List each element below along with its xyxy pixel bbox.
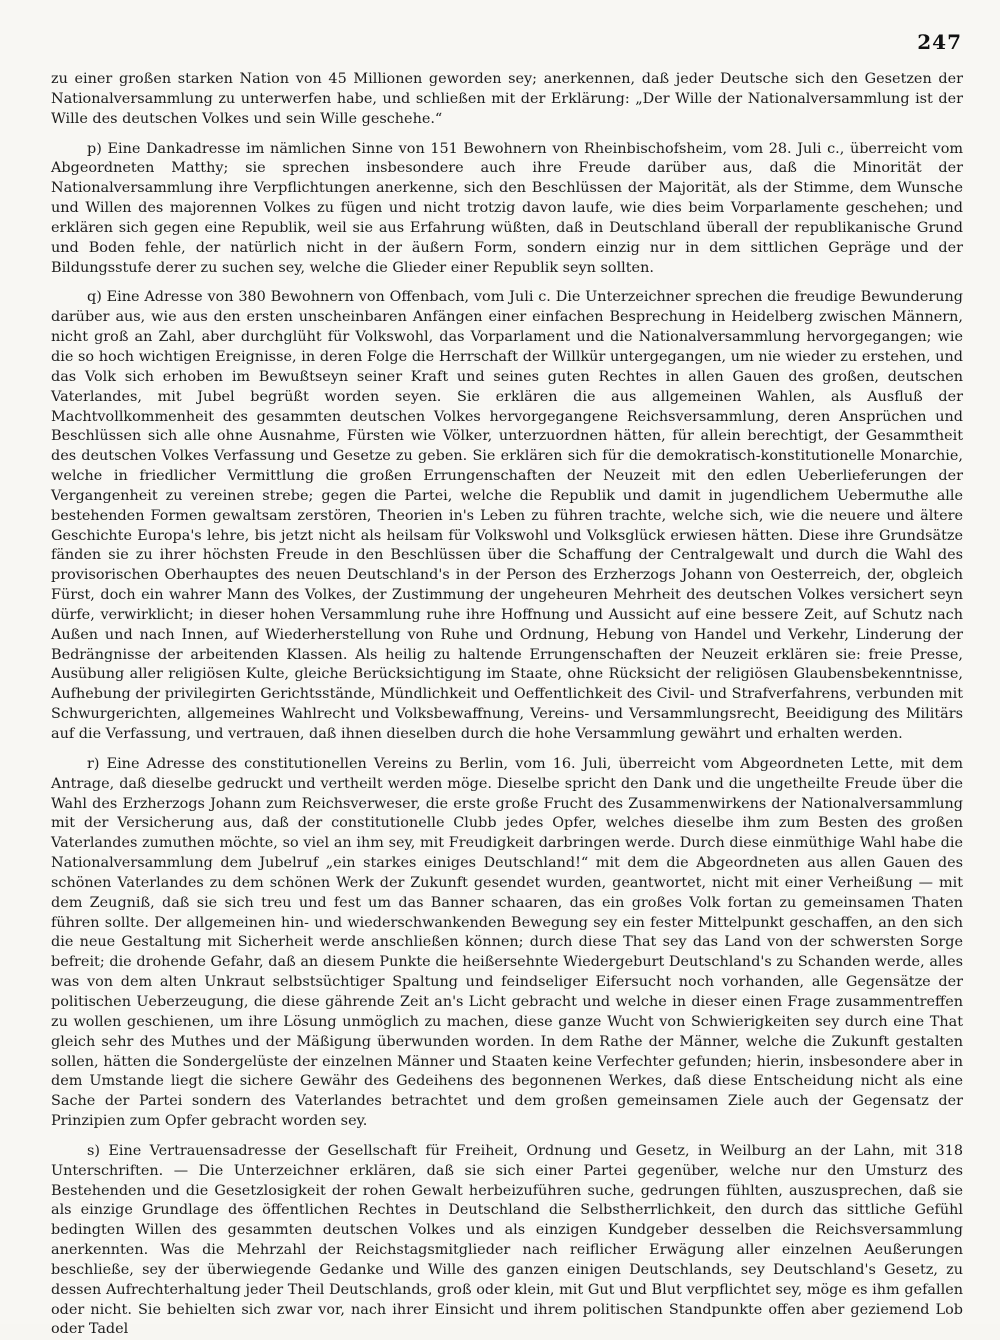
paragraph-continuation: zu einer großen starken Nation von 45 Millionen geworden sey; anerkennen, daß jeder Deutsche sich den Gesetzen der Nationalversammlung zu unterwerfen habe, und schließen mit der Erklärung: „Der Wille der Nationalversammlung ist der Wille des deutschen Volkes und sein Wille geschehe.“ [51,71,963,127]
page-number: 247 [917,30,962,54]
body-text [51,70,963,1340]
paragraph-item-r: r) Eine Adresse des constitutionellen Vereins zu Berlin, vom 16. Juli, überreicht vom Abgeordneten Lette, mit dem Antrage, daß dieselbe gedruckt und vertheilt werden möge. Dieselbe spricht den Dank und die ungetheilte Freude über die Wahl des Erzherzogs Johann zum Reichsverweser, die erste große Frucht des Zusammenwirkens der Nationalversammlung mit der Versicherung aus, daß der constitutionelle Clubb jedes Opfer, welches dieselbe ihm zum Besten des großen Vaterlandes zumuthen möchte, so viel an ihm sey, mit Freudigkeit darbringen werde. Durch diese einmüthige Wahl habe die Nationalversammlung dem Jubelruf „ein starkes einiges Deutschland!“ mit dem die Abgeordneten aus allen Gauen des schönen Vaterlandes zu dem schönen Werk der Zukunft gesendet wurden, geantwortet, nicht mit einer Verheißung — mit dem Zeugniß, daß sie sich treu und fest um das Banner schaaren, das ein großes Volk fortan zu gemeinsamen Thaten führen sollte. Der allgemeinen hin- und wiederschwankenden Bewegung sey ein fester Mittelpunkt geschaffen, an den sich die neue Gestaltung mit Sicherheit werde anschließen können; durch diese That sey das Land von der schwersten Sorge befreit; die drohende Gefahr, daß an diesem Punkte die heißersehnte Wiedergeburt Deutschland's zu Schanden werde, alles was von dem alten Unkraut selbstsüchtiger Spaltung und feindseliger Eifersucht noch vorhanden, alle Gegensätze der politischen Ueberzeugung, die diese gährende Zeit an's Licht gebracht und welche in dieser einen Frage zusammentreffen zu wollen geschienen, um ihre Lösung unmöglich zu machen, diese ganze Wucht von Schwierigkeiten sey durch eine That gleich sehr des Muthes und der Mäßigung überwunden worden. In dem Rathe der Männer, welche die Zukunft gestalten sollen, hätten die Sondergelüste der einzelnen Männer und Staaten keine Verfechter gefunden; hierin, insbesondere aber in dem Umstande liegt die sichere Gewähr des Gedeihens des begonnenen Werkes, daß diese Entscheidung nicht als eine Sache der Partei sondern des Vaterlandes betrachtet und dem großen gemeinsamen Ziele auch der Gegensatz der Prinzipien zum Opfer gebracht worden sey. [51,755,963,1130]
paragraph-item-q: q) Eine Adresse von 380 Bewohnern von Offenbach, vom Juli c. Die Unterzeichner sprechen die freudige Bewunderung darüber aus, wie aus den ersten unscheinbaren Anfängen einer einfachen Besprechung in Heidelberg zwischen Männern, nicht groß an Zahl, aber durchglüht für Volkswohl, das Vorparlament und die Nationalversammlung hervorgegangen; wie die so hoch wichtigen Ereignisse, in deren Folge die Herrschaft der Willkür untergegangen, um nie wieder zu erstehen, und das Volk sich erhoben im Bewußtseyn seiner Kraft und seines guten Rechtes in allen Gauen des großen, deutschen Vaterlandes, mit Jubel begrüßt worden seyen. Sie erklären die aus allgemeinen Wahlen, als Ausfluß der Machtvollkommenheit des gesammten deutschen Volkes hervorgegangene Reichsversammlung, deren Ansprüchen und Beschlüssen sich alle ohne Ausnahme, Fürsten wie Völker, unterzuordnen hätten, für allein berechtigt, der Gesammtheit des deutschen Volkes Verfassung und Gesetze zu geben. Sie erklären sich für die demokratisch-konstitutionelle Monarchie, welche in friedlicher Vermittlung die großen Errungenschaften der Neuzeit mit den edlen Ueberlieferungen der Vergangenheit zu vereinen strebe; gegen die Partei, welche die Republik und damit in jugendlichem Uebermuthe alle bestehenden Formen gewaltsam zerstören, Theorien in's Leben zu führen trachte, welche sich, wie die neuere und ältere Geschichte Europa's lehre, bis jetzt nicht als heilsam für Volkswohl und Volksglück erwiesen hätten. Diese ihre Grundsätze fänden sie zu ihrer höchsten Freude in den Beschlüssen über die Schaffung der Centralgewalt und durch die Wahl des provisorischen Oberhauptes des neuen Deutschland's in der Person des Erzherzogs Johann von Oesterreich, der, obgleich Fürst, doch ein wahrer Mann des Volkes, der Zustimmung der ungeheuren Mehrheit des deutschen Volkes versichert seyn dürfe, verwirklicht; in dieser hohen Versammlung ruhe ihre Hoffnung und Aussicht auf eine bessere Zeit, auf Schutz nach Außen und nach Innen, auf Wiederherstellung von Ruhe und Ordnung, Hebung von Handel und Verkehr, Linderung der Bedrängnisse der arbeitenden Klassen. Als heilig zu haltende Errungenschaften der Neuzeit erklären sie: freie Presse, Ausübung aller religiösen Kulte, gleiche Berücksichtigung im Staate, ohne Rücksicht der religiösen Glaubensbekenntnisse, Aufhebung der privilegirten Gerichtsstände, Mündlichkeit und Oeffentlichkeit des Civil- und Strafverfahrens, verbunden mit Schwurgerichten, allgemeines Wahlrecht und Volksbewaffnung, Vereins- und Versammlungsrecht, Beeidigung des Militärs auf die Verfassung, und vertrauen, daß ihnen dieselben durch die hohe Versammlung gewährt und erhalten werden. [51,289,963,742]
paragraph-item-s: s) Eine Vertrauensadresse der Gesellschaft für Freiheit, Ordnung und Gesetz, in Weilburg an der Lahn, mit 318 Unterschriften. — Die Unterzeichner erklären, daß sie sich einer Partei gegenüber, welche nur den Umsturz des Bestehenden und die Gesetzlosigkeit der rohen Gewalt herbeizuführen suche, gedrungen fühlten, auszusprechen, daß sie als einzige Grundlage des öffentlichen Rechtes in Deutschland die Selbstherrlichkeit, den durch das sittliche Gefühl bedingten Willen des gesammten deutschen Volkes und als einzigen Kundgeber desselben die Reichsversammlung anerkennten. Was die Mehrzahl der Reichstagsmitglieder nach reiflicher Erwägung aller einzelnen Aeußerungen beschließe, sey der überwiegende Gedanke und Wille des ganzen einigen Deutschlands, sey Deutschland's Gesetz, zu dessen Aufrechterhaltung jeder Theil Deutschlands, groß oder klein, mit Gut und Blut verpflichtet sey, möge es ihm gefallen oder nicht. Sie behielten sich zwar vor, nach ihrer Einsicht und ihrem politischen Standpunkte offen aber geziemend Lob oder Tadel [51,1142,963,1338]
paragraph-item-p: p) Eine Dankadresse im nämlichen Sinne von 151 Bewohnern von Rheinbischofsheim, vom 28. Juli c., überreicht vom Abgeordneten Matthy; sie sprechen insbesondere auch ihre Freude darüber aus, daß die Minorität der Nationalversammlung ihre Verpflichtungen anerkenne, sich den Beschlüssen der Majorität, als der Stimme, dem Wunsche und Willen des majorennen Volkes zu fügen und nicht trotzig davon laufe, wie dies beim Vorparlamente geschehen; und erklären sich gegen eine Republik, weil sie aus Erfahrung wüßten, daß in Deutschland überall der republikanische Grund und Boden fehle, der natürlich nicht in der äußern Form, sondern einzig nur in dem sittlichen Gepräge und der Bildungsstufe derer zu suchen sey, welche die Glieder einer Republik seyn sollten. [51,140,963,276]
